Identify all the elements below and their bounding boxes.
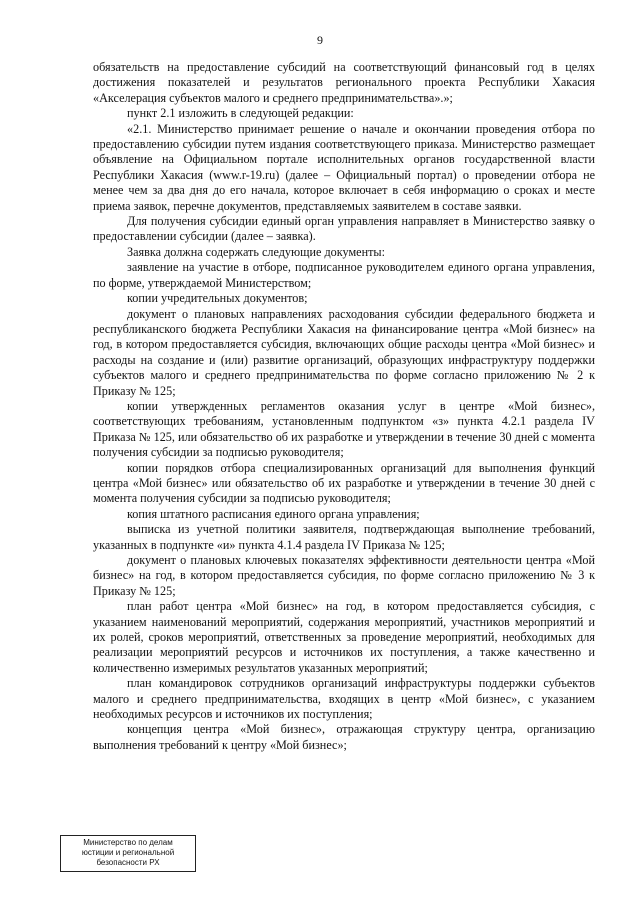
paragraph: заявление на участие в отборе, подписанное руководителем единого органа управления, по форме, утверждаемой Министерством;	[93, 260, 595, 290]
paragraph: Заявка должна содержать следующие документы:	[127, 244, 386, 259]
paragraph: план работ центра «Мой бизнес» на год, в котором предоставляется субсидия, с указанием наименований мероприятий, содержания мероприятий, участников мероприятий и их ролей, сроков мероприятий, ответственных за проведение мероприятий, необходимых для реализации мероприятий ресурсов и источников их поступления, а также качественно и количественно измеримых результатов указанных мероприятий;	[93, 599, 595, 675]
paragraph: пункт 2.1 изложить в следующей редакции:	[127, 106, 354, 121]
paragraph: копия штатного расписания единого органа управления;	[127, 506, 420, 521]
paragraph: копии учредительных документов;	[127, 291, 308, 306]
paragraph: «2.1. Министерство принимает решение о начале и окончании проведения отбора по предоставлению субсидии путем издания соответствующего приказа. Министерство размещает объявление на Официальном портале исполнительных органов государственной власти Республики Хакасия (www.r-19.ru) (далее – Официальный портал) о проведении отбора не менее чем за два дня до его начала, которое включает в себя информацию о сроках и месте приема заявок, перечне документов, представляемых заявителем в составе заявки.	[93, 121, 595, 213]
paragraph: концепция центра «Мой бизнес», отражающая структуру центра, организацию выполнения требований к центру «Мой бизнес»;	[93, 722, 595, 752]
paragraph: выписка из учетной политики заявителя, подтверждающая выполнение требований, указанных в подпункте «и» пункта 4.1.4 раздела IV Приказа № 125;	[93, 522, 595, 552]
paragraph: копии порядков отбора специализированных организаций для выполнения функций центра «Мой бизнес» или обязательство об их разработке и утверждении в течение 30 дней с момента получения субсидии за подписью руководителя;	[93, 460, 595, 506]
stamp-line: безопасности РХ	[96, 858, 160, 867]
stamp-line: юстиции и региональной	[81, 848, 175, 857]
paragraph: документ о плановых направлениях расходования субсидии федерального бюджета и республиканского бюджета Республики Хакасия на финансирование центра «Мой бизнес» на год, в котором предоставляется субсидия, включающих общие расходы центра «Мой бизнес» и расходы на создание и (или) развитие организаций, образующих инфраструктуру поддержки субъектов малого и среднего предпринимательства по форме согласно приложению № 2 к Приказу № 125;	[93, 306, 595, 398]
paragraph: Для получения субсидии единый орган управления направляет в Министерство заявку о предоставлении субсидии (далее – заявка).	[93, 214, 595, 244]
stamp-line: Министерство по делам	[83, 838, 173, 847]
registration-stamp	[60, 835, 196, 872]
paragraph: план командировок сотрудников организаций инфраструктуры поддержки субъектов малого и среднего предпринимательства, входящих в центр «Мой бизнес», с указанием необходимых ресурсов и источников их поступления;	[93, 676, 595, 722]
page-number: 9	[317, 33, 323, 47]
paragraph: копии утвержденных регламентов оказания услуг в центре «Мой бизнес», соответствующих требованиям, установленным подпунктом «з» пункта 4.2.1 раздела IV Приказа № 125, или обязательство об их разработке и утверждении в течение 30 дней с момента получения субсидии за подписью руководителя;	[93, 398, 595, 460]
paragraph: обязательств на предоставление субсидий на соответствующий финансовый год в целях достижения показателей и результатов регионального проекта Республики Хакасия «Акселерация субъектов малого и среднего предпринимательства».»;	[93, 60, 595, 105]
document-body	[93, 60, 595, 753]
paragraph: документ о плановых ключевых показателях эффективности деятельности центра «Мой бизнес» на год, в котором предоставляется субсидия, по форме согласно приложению № 3 к Приказу № 125;	[93, 553, 595, 598]
